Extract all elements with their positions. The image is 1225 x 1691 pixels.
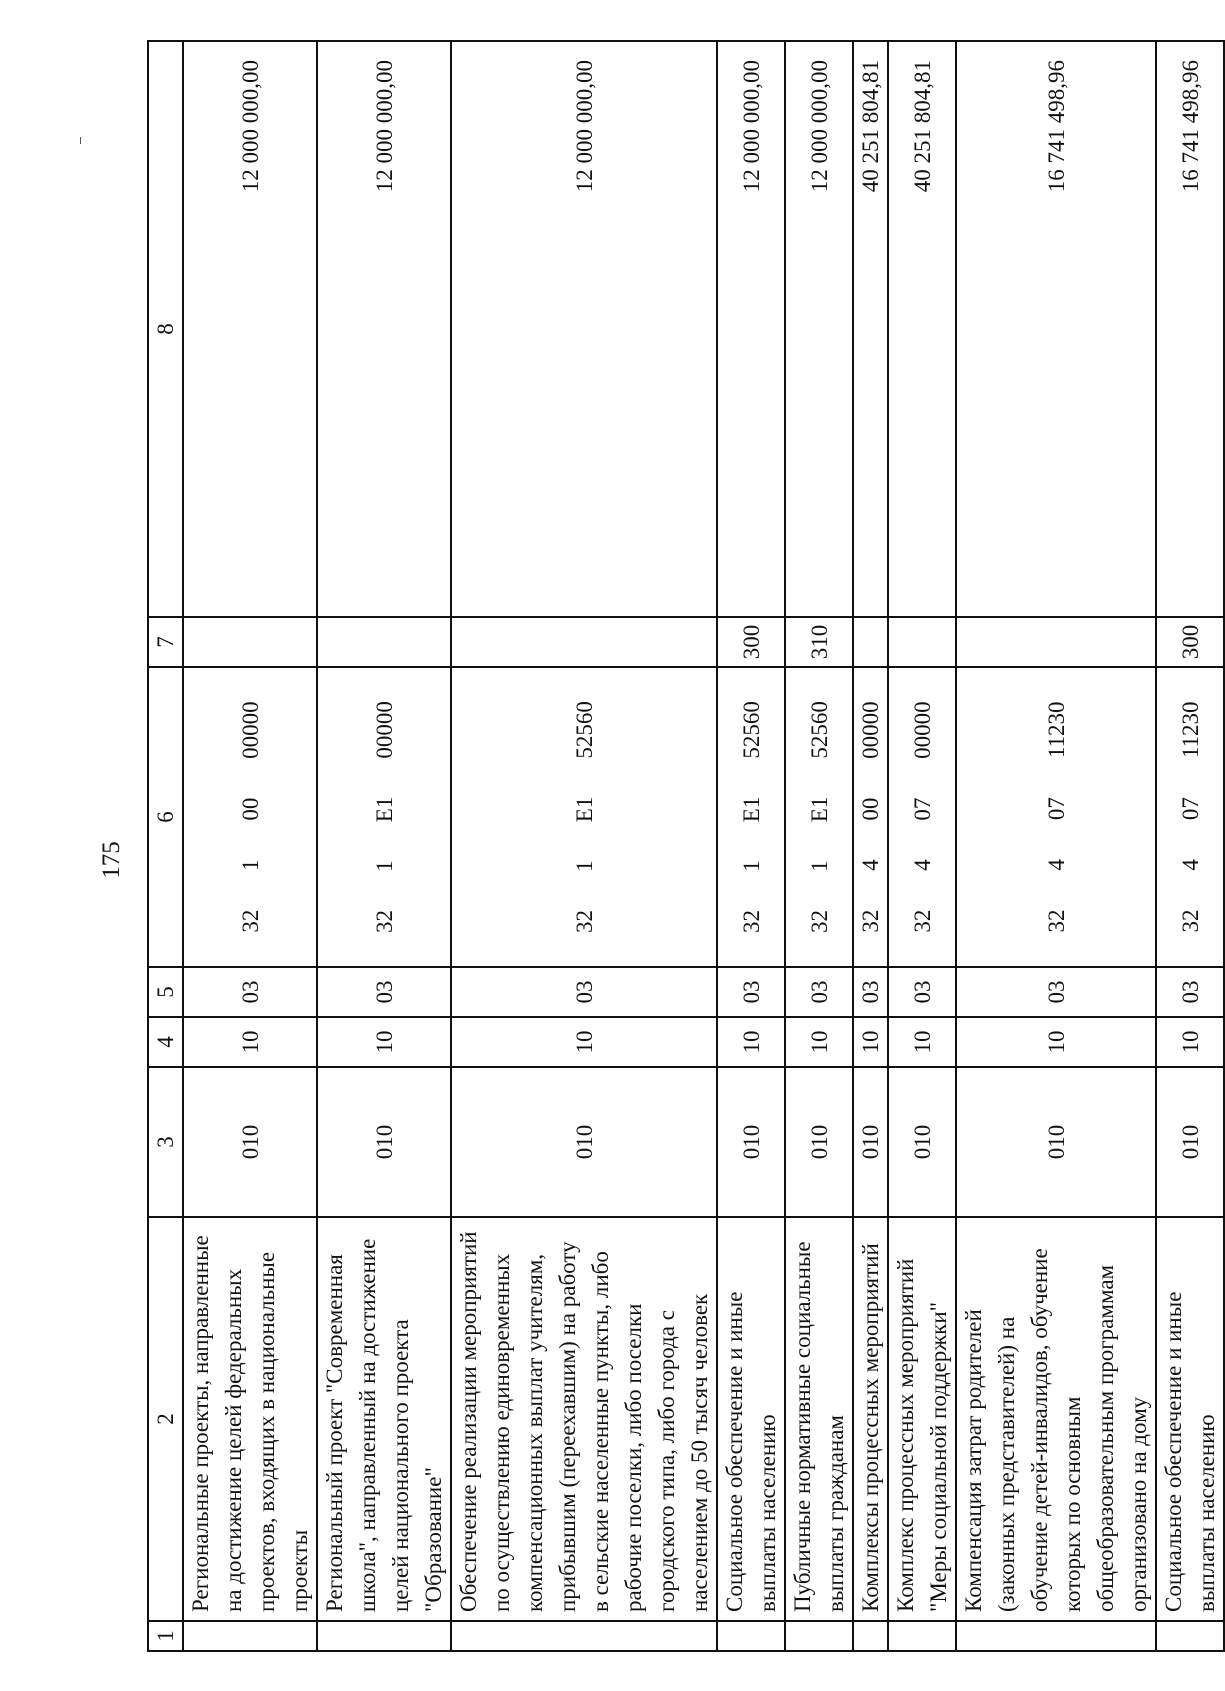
row-name: Социальное обеспечение и иные выплаты населению xyxy=(717,1217,785,1621)
expense-type-code: 300 xyxy=(1156,617,1224,667)
csr-part: 1 xyxy=(571,860,597,872)
csr-part: 1 xyxy=(806,860,832,872)
expense-type-code xyxy=(888,617,956,667)
table-row xyxy=(853,41,888,1651)
row-name: Региональные проекты, направленные на достижение целей федеральных проектов, входящих в национальные проекты xyxy=(183,1217,317,1621)
grbs-code: 010 xyxy=(717,1067,785,1217)
section-code: 10 xyxy=(956,1017,1156,1067)
column-header: 8 xyxy=(148,41,183,617)
amount: 16 741 498,96 xyxy=(1156,41,1224,617)
table-row xyxy=(888,41,956,1651)
column-header: 5 xyxy=(148,967,183,1017)
row-name: Публичные нормативные социальные выплаты гражданам xyxy=(785,1217,853,1621)
csr-part: 52560 xyxy=(738,701,764,759)
grbs-code: 010 xyxy=(956,1067,1156,1217)
table-row xyxy=(317,41,451,1651)
csr-part: 4 xyxy=(909,859,935,871)
budget-table xyxy=(147,40,1225,1652)
csr-part: 00000 xyxy=(371,701,397,759)
grbs-code: 010 xyxy=(317,1067,451,1217)
subsection-code: 03 xyxy=(956,967,1156,1017)
csr-part: 32 xyxy=(909,909,935,933)
csr-part: 32 xyxy=(237,909,263,933)
section-code: 10 xyxy=(888,1017,956,1067)
section-code: 10 xyxy=(317,1017,451,1067)
csr-part: 07 xyxy=(1177,797,1203,821)
target-article-code xyxy=(888,667,956,967)
table-row xyxy=(1156,41,1224,1651)
csr-part: 4 xyxy=(858,859,883,871)
expense-type-code xyxy=(317,617,451,667)
csr-part: 4 xyxy=(1177,859,1203,871)
page-number: 175 xyxy=(98,841,125,879)
amount: 16 741 498,96 xyxy=(956,41,1156,617)
scan-mark xyxy=(80,137,81,144)
table-row xyxy=(785,41,853,1651)
row-name: Комплексы процессных мероприятий xyxy=(853,1217,888,1621)
target-article-code xyxy=(853,667,888,967)
row-number xyxy=(956,1621,1156,1651)
table-row xyxy=(956,41,1156,1651)
grbs-code: 010 xyxy=(853,1067,888,1217)
budget-table-wrapper xyxy=(147,42,1219,1652)
target-article-code xyxy=(785,667,853,967)
expense-type-code xyxy=(451,617,717,667)
expense-type-code xyxy=(956,617,1156,667)
expense-type-code xyxy=(183,617,317,667)
row-number xyxy=(785,1621,853,1651)
csr-part: 00000 xyxy=(858,701,883,759)
row-name: Компенсация затрат родителей (законных представителей) на обучение детей-инвалидов, обучение которых по основным общеобразовательным программам организовано на дому xyxy=(956,1217,1156,1621)
column-header: 1 xyxy=(148,1621,183,1651)
section-code: 10 xyxy=(717,1017,785,1067)
amount: 12 000 000,00 xyxy=(717,41,785,617)
expense-type-code xyxy=(853,617,888,667)
csr-part: 00000 xyxy=(237,701,263,759)
section-code: 10 xyxy=(853,1017,888,1067)
csr-part: 11230 xyxy=(1043,701,1069,759)
csr-part: 00000 xyxy=(909,701,935,759)
csr-part: 32 xyxy=(858,909,883,933)
csr-part: 07 xyxy=(909,797,935,821)
csr-part: 52560 xyxy=(571,701,597,759)
csr-part: 32 xyxy=(738,909,764,933)
table-row xyxy=(451,41,717,1651)
row-number xyxy=(317,1621,451,1651)
row-name: Региональный проект "Современная школа", направленный на достижение целей национального проекта "Образование" xyxy=(317,1217,451,1621)
row-number xyxy=(888,1621,956,1651)
csr-part: 1 xyxy=(738,860,764,872)
subsection-code: 03 xyxy=(317,967,451,1017)
expense-type-code: 300 xyxy=(717,617,785,667)
subsection-code: 03 xyxy=(888,967,956,1017)
row-name: Социальное обеспечение и иные выплаты населению xyxy=(1156,1217,1224,1621)
section-code: 10 xyxy=(1156,1017,1224,1067)
row-number xyxy=(451,1621,717,1651)
csr-part: E1 xyxy=(571,796,597,823)
csr-part: 07 xyxy=(1043,797,1069,821)
csr-part: E1 xyxy=(738,796,764,823)
target-article-code xyxy=(183,667,317,967)
column-header: 2 xyxy=(148,1217,183,1621)
target-article-code xyxy=(717,667,785,967)
column-header: 6 xyxy=(148,667,183,967)
amount: 12 000 000,00 xyxy=(785,41,853,617)
amount: 40 251 804,81 xyxy=(853,41,888,617)
csr-part: 00 xyxy=(858,797,883,821)
csr-part: 32 xyxy=(1043,909,1069,933)
subsection-code: 03 xyxy=(183,967,317,1017)
section-code: 10 xyxy=(451,1017,717,1067)
row-number xyxy=(183,1621,317,1651)
amount: 40 251 804,81 xyxy=(888,41,956,617)
column-header: 4 xyxy=(148,1017,183,1067)
csr-part: 32 xyxy=(571,909,597,933)
grbs-code: 010 xyxy=(888,1067,956,1217)
row-number xyxy=(1156,1621,1224,1651)
target-article-code xyxy=(1156,667,1224,967)
row-number xyxy=(717,1621,785,1651)
csr-part: 32 xyxy=(806,909,832,933)
csr-part: E1 xyxy=(806,796,832,823)
csr-part: 4 xyxy=(1043,859,1069,871)
csr-part: 00 xyxy=(237,797,263,821)
subsection-code: 03 xyxy=(1156,967,1224,1017)
csr-part: 32 xyxy=(371,909,397,933)
subsection-code: 03 xyxy=(717,967,785,1017)
target-article-code xyxy=(451,667,717,967)
header-row xyxy=(148,41,183,1651)
csr-part: 1 xyxy=(371,860,397,872)
subsection-code: 03 xyxy=(853,967,888,1017)
grbs-code: 010 xyxy=(1156,1067,1224,1217)
subsection-code: 03 xyxy=(785,967,853,1017)
section-code: 10 xyxy=(183,1017,317,1067)
amount: 12 000 000,00 xyxy=(183,41,317,617)
amount: 12 000 000,00 xyxy=(317,41,451,617)
section-code: 10 xyxy=(785,1017,853,1067)
csr-part: 11230 xyxy=(1177,701,1203,759)
table-row xyxy=(717,41,785,1651)
table-row xyxy=(183,41,317,1651)
row-name: Обеспечение реализации мероприятий по осуществлению единовременных компенсационных выплат учителям, прибывшим (переехавшим) на работу в сельские населенные пункты, либо рабочие поселки, либо поселки городского типа, либо города с населением до 50 тысяч человек xyxy=(451,1217,717,1621)
row-number xyxy=(853,1621,888,1651)
target-article-code xyxy=(956,667,1156,967)
csr-part: 52560 xyxy=(806,701,832,759)
expense-type-code: 310 xyxy=(785,617,853,667)
column-header: 7 xyxy=(148,617,183,667)
csr-part: 32 xyxy=(1177,909,1203,933)
grbs-code: 010 xyxy=(785,1067,853,1217)
row-name: Комплекс процессных мероприятий "Меры социальной поддержки" xyxy=(888,1217,956,1621)
csr-part: 1 xyxy=(237,859,263,871)
subsection-code: 03 xyxy=(451,967,717,1017)
column-header: 3 xyxy=(148,1067,183,1217)
csr-part: E1 xyxy=(371,796,397,823)
grbs-code: 010 xyxy=(183,1067,317,1217)
target-article-code xyxy=(317,667,451,967)
grbs-code: 010 xyxy=(451,1067,717,1217)
amount: 12 000 000,00 xyxy=(451,41,717,617)
